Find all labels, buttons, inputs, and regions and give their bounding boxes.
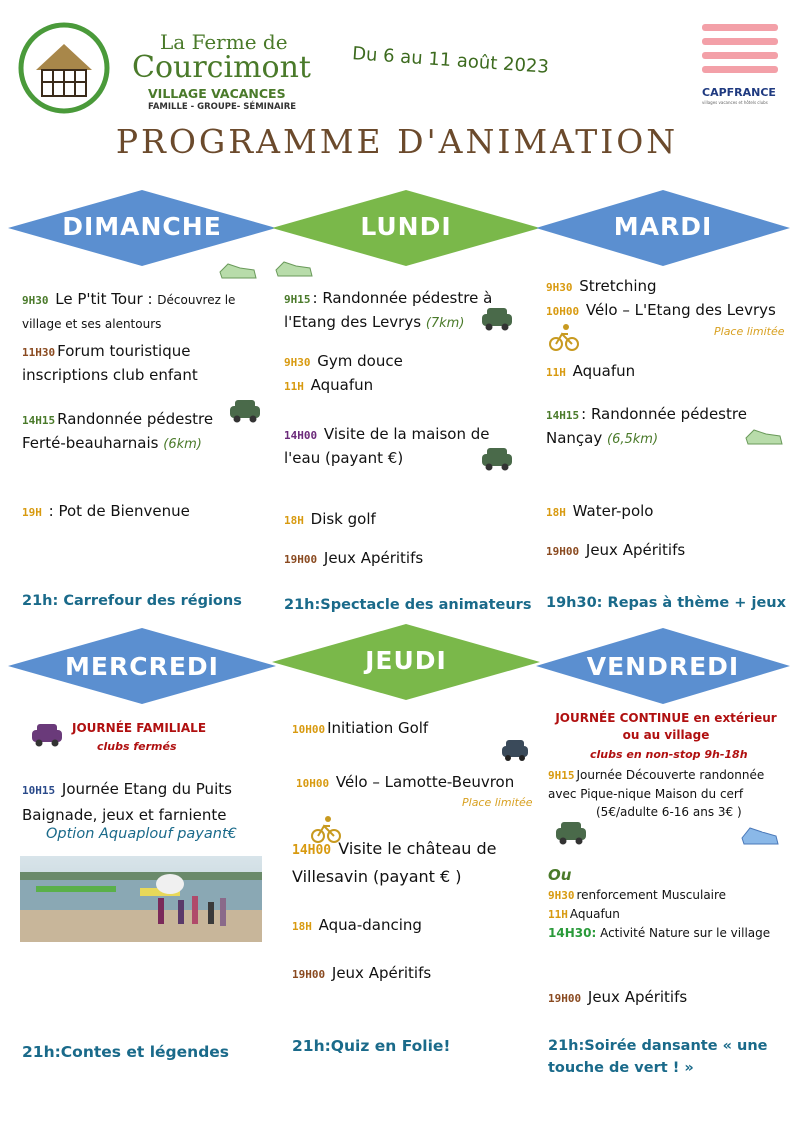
mardi-event-3: 11H Aquafun — [546, 362, 636, 380]
dimanche-evening: 21h: Carrefour des régions — [22, 593, 242, 609]
lundi-event-2: 9H30 Gym douce — [284, 352, 403, 370]
vendredi-headline: JOURNÉE CONTINUE en extérieur ou au village — [555, 711, 777, 742]
dimanche-event-4: 19H : Pot de Bienvenue — [22, 502, 190, 520]
bike-icon — [548, 322, 580, 356]
lundi-event-1: 9H15 : Randonnée pédestre à l'Etang des Levrys (7km) — [284, 289, 493, 331]
lundi-event-3: 11H Aquafun — [284, 376, 374, 394]
vendredi-event-5: 19H00 Jeux Apéritifs — [548, 988, 688, 1006]
car-icon — [30, 722, 64, 752]
dimanche-event-2: 11H30 Forum touristique inscriptions club enfant — [22, 342, 198, 384]
lundi-event-5: 18H Disk golf — [284, 510, 376, 528]
car-icon — [228, 398, 262, 428]
dimanche-event-1: 9H30 Le P'tit Tour : Découvrez le village et ses alentours — [22, 290, 236, 331]
day-header-mercredi: MERCREDI — [8, 628, 276, 704]
mercredi-headline: JOURNÉE FAMILIALE — [72, 721, 207, 735]
vendredi-ou: Ou — [548, 866, 572, 884]
mardi-event-1: 9H30 Stretching — [546, 277, 657, 295]
partner-sub: villages vacances et hôtels clubs — [702, 100, 768, 105]
partner-name: CAPFRANCE — [702, 86, 776, 99]
mercredi-evening: 21h:Contes et légendes — [22, 1043, 230, 1061]
lundi-event-6: 19H00 Jeux Apéritifs — [284, 549, 424, 567]
jeudi-evening: 21h:Quiz en Folie! — [292, 1037, 451, 1055]
vendredi-price: (5€/adulte 6-16 ans 3€ ) — [596, 805, 742, 819]
capfrance-stripes-icon — [702, 24, 778, 80]
brand-tagline: FAMILLE - GROUPE- SÉMINAIRE — [148, 102, 297, 112]
mardi-event-6: 19H00 Jeux Apéritifs — [546, 541, 686, 559]
jeudi-event-5: 19H00 Jeux Apéritifs — [292, 964, 432, 982]
day-header-lundi: LUNDI — [272, 190, 540, 266]
mardi-evening: 19h30: Repas à thème + jeux — [546, 595, 786, 611]
mercredi-option: Option Aquaplouf payant€ — [46, 826, 237, 842]
mercredi-subhead: clubs fermés — [97, 740, 177, 753]
jeudi-event-4: 18H Aqua-dancing — [292, 916, 422, 934]
car-icon — [480, 306, 514, 336]
brand-name-line2: Courcimont — [132, 50, 311, 85]
mardi-event-2: 10H00 Vélo – L'Etang des Levrys — [546, 301, 776, 319]
vendredi-subhead: clubs en non-stop 9h-18h — [590, 748, 748, 761]
day-header-mardi: MARDI — [536, 190, 790, 266]
day-header-dimanche: DIMANCHE — [8, 190, 276, 266]
jeudi-place-limitee: Place limitée — [462, 796, 533, 809]
day-header-vendredi: VENDREDI — [536, 628, 790, 704]
farm-logo — [18, 22, 110, 114]
sneaker-icon — [218, 258, 258, 286]
vendredi-evening: 21h:Soirée dansante « une touche de vert ! » — [548, 1038, 768, 1076]
car-icon — [480, 446, 514, 476]
dimanche-event-3: 14H15 Randonnée pédestre Ferté-beauharnais (6km) — [22, 410, 214, 452]
lundi-event-4: 14H00 Visite de la maison de l'eau (payant €) — [284, 425, 490, 467]
mardi-event-5: 18H Water-polo — [546, 502, 654, 520]
car-icon — [500, 738, 530, 766]
vendredi-event-3: 11H Aquafun — [548, 907, 620, 921]
day-header-jeudi: JEUDI — [272, 624, 540, 700]
sneaker-icon — [744, 424, 784, 452]
jeudi-event-3: 14H00 Visite le château de Villesavin (payant € ) — [292, 839, 497, 886]
vendredi-event-2: 9H30 renforcement Musculaire — [548, 888, 727, 902]
vendredi-event-4: 14H30: Activité Nature sur le village — [548, 926, 771, 940]
sneaker-icon — [740, 822, 780, 852]
vendredi-event-1: 9H15 Journée Découverte randonnée avec Pique-nique Maison du cerf — [548, 768, 765, 801]
mercredi-event-1: 10H15 Journée Etang du Puits Baignade, jeux et farniente — [22, 780, 232, 824]
jeudi-event-1: 10H00 Initiation Golf — [292, 719, 429, 737]
car-icon — [554, 820, 588, 850]
brand-name-line1: La Ferme de — [160, 30, 288, 54]
brand-sub: VILLAGE VACANCES — [148, 86, 286, 101]
sneaker-icon — [274, 256, 314, 284]
mardi-place-limitee: Place limitée — [714, 325, 785, 338]
lake-photo — [20, 856, 262, 942]
lundi-evening: 21h:Spectacle des animateurs — [284, 597, 532, 613]
date-range: Du 6 au 11 août 2023 — [351, 43, 550, 78]
page-title: PROGRAMME D'ANIMATION — [115, 122, 679, 161]
mardi-event-4: 14H15 : Randonnée pédestre Nançay (6,5km) — [546, 405, 747, 447]
jeudi-event-2: 10H00 Vélo – Lamotte-Beuvron — [296, 773, 515, 791]
